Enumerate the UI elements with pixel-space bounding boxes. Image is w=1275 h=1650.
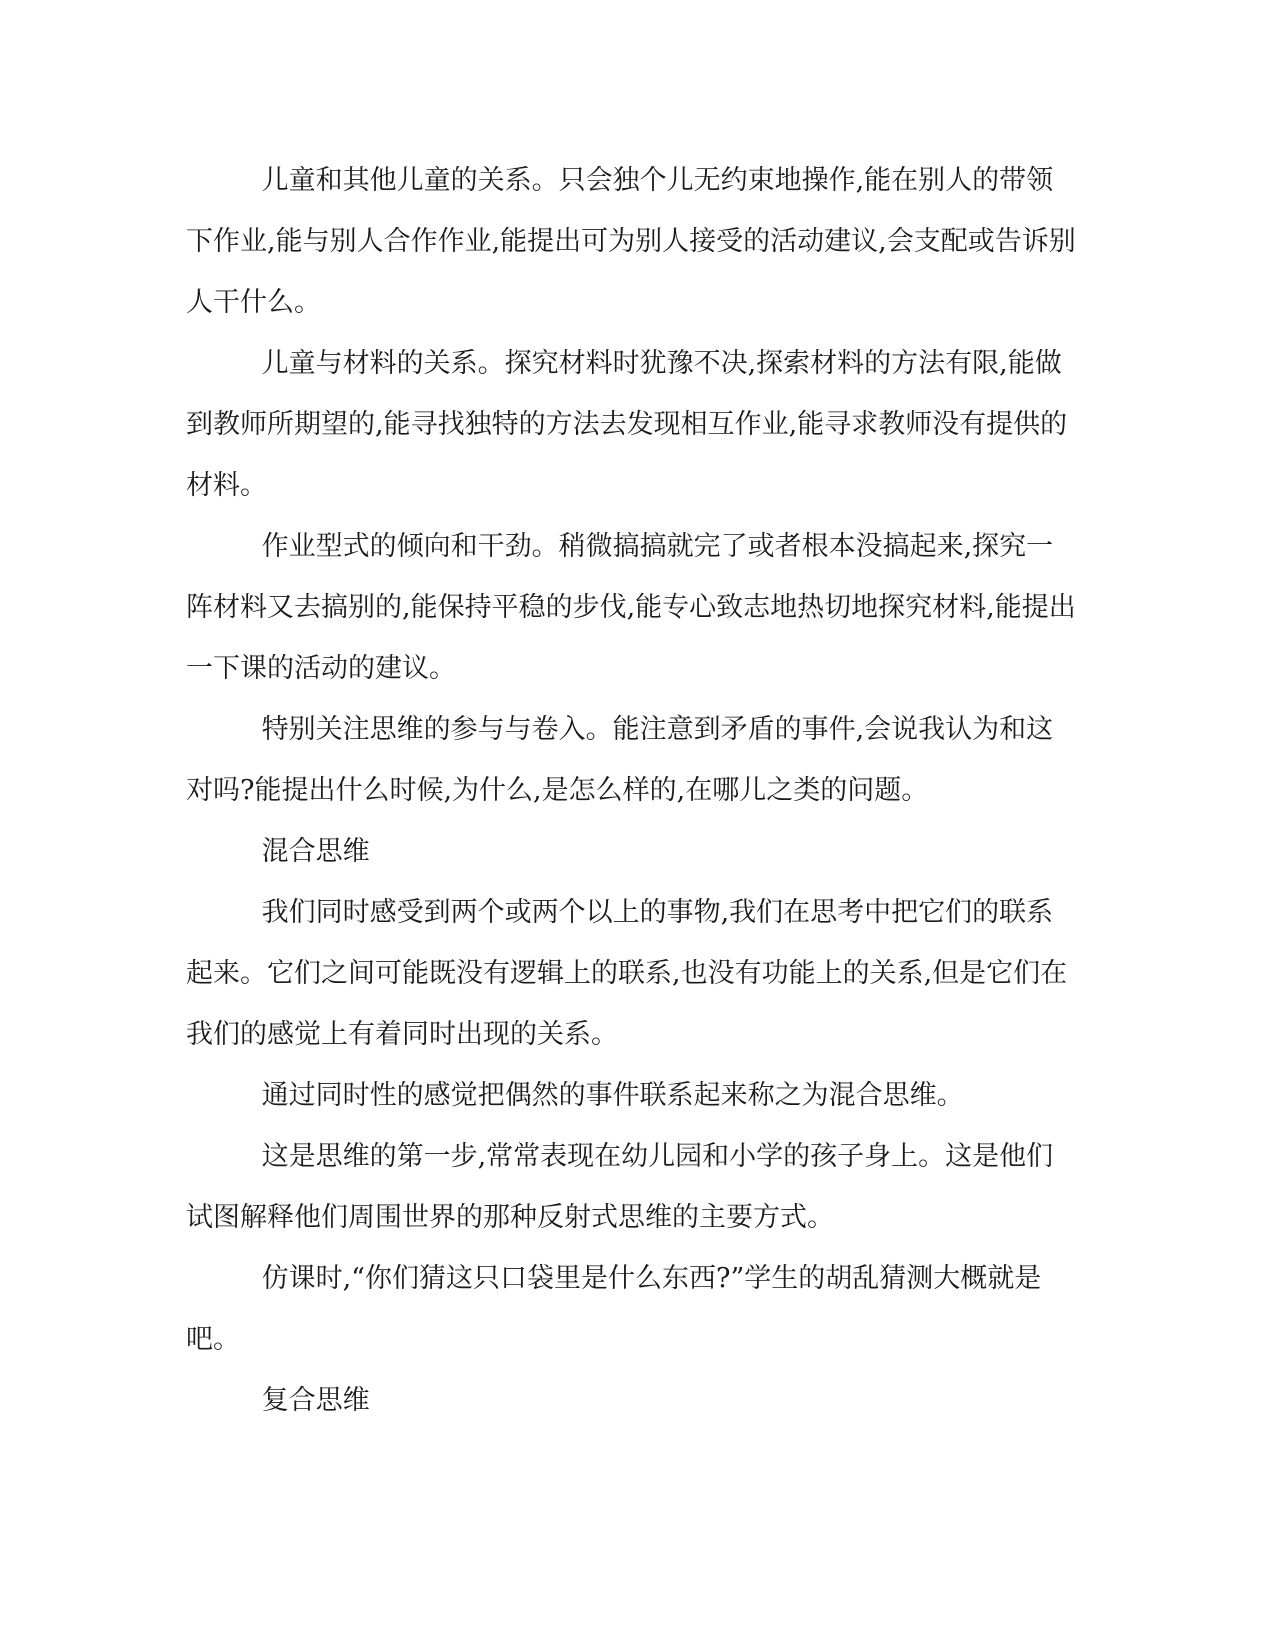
paragraph-example-bag: 仿课时,“你们猜这只口袋里是什么东西?”学生的胡乱猜测大概就是吧。	[186, 1263, 1042, 1355]
paragraph-children-materials: 儿童与材料的关系。探究材料时犹豫不决,探索材料的方法有限,能做到教师所期望的,能寻找独特的方法去发现相互作业,能寻求教师没有提供的材料。	[186, 348, 1068, 501]
paragraph-thinking-involvement: 特别关注思维的参与与卷入。能注意到矛盾的事件,会说我认为和这对吗?能提出什么时候,为什么,是怎么样的,在哪儿之类的问题。	[186, 714, 1054, 806]
document-page	[186, 150, 1076, 1431]
paragraph-first-step: 这是思维的第一步,常常表现在幼儿园和小学的孩子身上。这是他们试图解释他们周围世界的那种反射式思维的主要方式。	[186, 1141, 1054, 1233]
section-heading-mixed-thinking: 混合思维	[261, 836, 370, 867]
paragraph-work-style: 作业型式的倾向和干劲。稍微搞搞就完了或者根本没搞起来,探究一阵材料又去搞别的,能保持平稳的步伐,能专心致志地热切地探究材料,能提出一下课的活动的建议。	[186, 531, 1076, 684]
paragraph-mixed-thinking-summary: 通过同时性的感觉把偶然的事件联系起来称之为混合思维。	[261, 1080, 964, 1111]
paragraph-mixed-thinking-definition: 我们同时感受到两个或两个以上的事物,我们在思考中把它们的联系起来。它们之间可能既没有逻辑上的联系,也没有功能上的关系,但是它们在我们的感觉上有着同时出现的关系。	[186, 897, 1068, 1050]
section-heading-compound-thinking: 复合思维	[261, 1385, 370, 1416]
paragraph-children-relations: 儿童和其他儿童的关系。只会独个儿无约束地操作,能在别人的带领下作业,能与别人合作作业,能提出可为别人接受的活动建议,会支配或告诉别人干什么。	[186, 165, 1076, 318]
